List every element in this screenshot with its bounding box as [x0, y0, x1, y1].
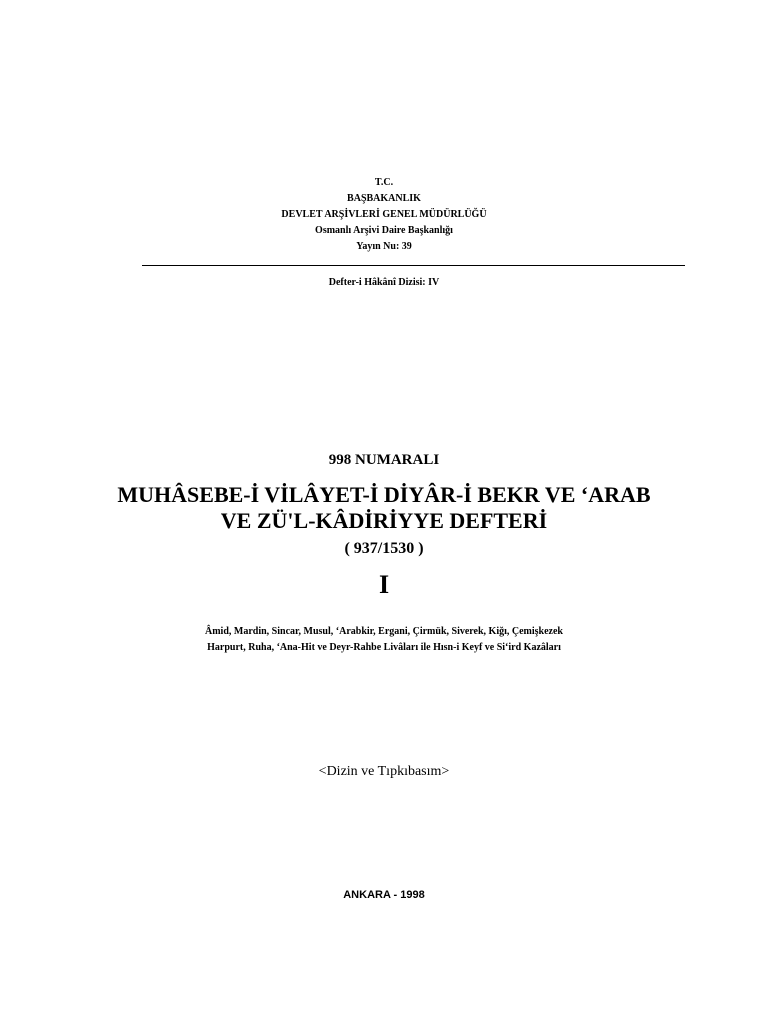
series-name: Defter-i Hâkânî Dizisi: IV — [328, 277, 440, 288]
header-department: Osmanlı Arşivi Daire Başkanlığı — [315, 225, 453, 236]
title-years: ( 937/1530 ) — [344, 540, 424, 557]
header-ministry: BAŞBAKANLIK — [347, 193, 421, 204]
places-line-1: Âmid, Mardin, Sincar, Musul, ‘Arabkir, Ergani, Çirmük, Siverek, Kiğı, Çemişkezek — [205, 626, 563, 637]
header-directorate: DEVLET ARŞİVLERİ GENEL MÜDÜRLÜĞÜ — [281, 209, 487, 220]
main-title-line-1: MUHÂSEBE-İ VİLÂYET-İ DİYÂR-İ BEKR VE ‘ARAB — [117, 482, 651, 507]
header-country: T.C. — [374, 177, 394, 188]
register-number: 998 NUMARALI — [328, 452, 440, 468]
header-publication-number: Yayın Nu: 39 — [356, 241, 412, 252]
header-divider — [142, 265, 685, 266]
edition-subtitle: <Dizin ve Tıpkıbasım> — [318, 764, 450, 779]
volume-number: I — [378, 570, 390, 599]
main-title-line-2: VE ZÜ'L-KÂDİRİYYE DEFTERİ — [220, 508, 548, 533]
imprint-place-year: ANKARA - 1998 — [343, 889, 425, 901]
places-line-2: Harpurt, Ruha, ‘Ana-Hit ve Deyr-Rahbe Livâları ile Hısn-i Keyf ve Si‘ird Kazâları — [207, 642, 561, 653]
